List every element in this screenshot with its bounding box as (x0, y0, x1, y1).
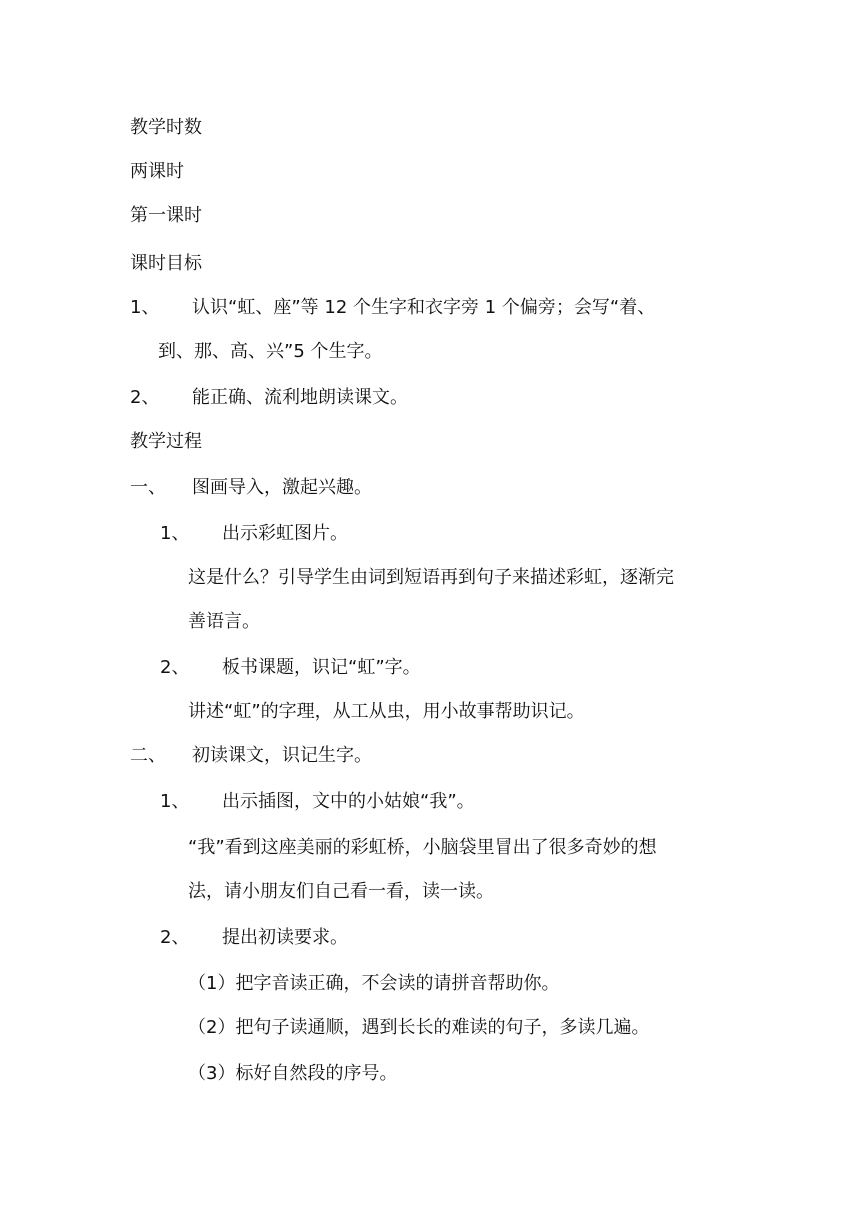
step-2-1-title: 出示插图，文中的小姑娘“我”。 (222, 791, 475, 812)
heading-teaching-process: 教学过程 (130, 431, 202, 452)
heading-teaching-hours: 教学时数 (130, 117, 202, 138)
step-1-1-para: 这是什么？引导学生由词到短语再到句子来描述彩虹，逐渐完 (188, 567, 674, 588)
step-2-2-title: 提出初读要求。 (222, 927, 348, 948)
section-2-number: 二、 (130, 745, 166, 766)
goal-1-number: 1、 (130, 297, 160, 318)
step-2-1-number: 1、 (160, 791, 190, 812)
step-1-2-para: 讲述“虹”的字理，从工从虫，用小故事帮助识记。 (188, 701, 585, 722)
step-1-2-title: 板书课题，识记“虹”字。 (222, 657, 421, 678)
step-2-1-para-cont: 法，请小朋友们自己看一看，读一读。 (188, 881, 494, 902)
requirement-1: （1）把字音读正确，不会读的请拼音帮助你。 (188, 973, 560, 994)
heading-first-lesson: 第一课时 (130, 205, 202, 226)
goal-1-text-cont: 到、那、高、兴”5 个生字。 (158, 341, 383, 362)
section-1-number: 一、 (130, 477, 166, 498)
step-1-1-title: 出示彩虹图片。 (222, 523, 348, 544)
step-1-1-number: 1、 (160, 523, 190, 544)
heading-lesson-goals: 课时目标 (130, 253, 202, 274)
requirement-3: （3）标好自然段的序号。 (188, 1063, 398, 1084)
step-2-2-number: 2、 (160, 927, 190, 948)
step-2-1-para: “我”看到这座美丽的彩虹桥，小脑袋里冒出了很多奇妙的想 (188, 837, 657, 858)
goal-2-text: 能正确、流利地朗读课文。 (192, 387, 408, 408)
requirement-2: （2）把句子读通顺，遇到长长的难读的句子，多读几遍。 (188, 1017, 650, 1038)
section-1-title: 图画导入，激起兴趣。 (192, 477, 372, 498)
step-1-2-number: 2、 (160, 657, 190, 678)
text-two-lessons: 两课时 (130, 161, 184, 182)
goal-1-text: 认识“虹、座”等 12 个生字和衣字旁 1 个偏旁；会写“着、 (192, 297, 656, 318)
goal-2-number: 2、 (130, 387, 160, 408)
section-2-title: 初读课文，识记生字。 (192, 745, 372, 766)
step-1-1-para-cont: 善语言。 (188, 611, 260, 632)
